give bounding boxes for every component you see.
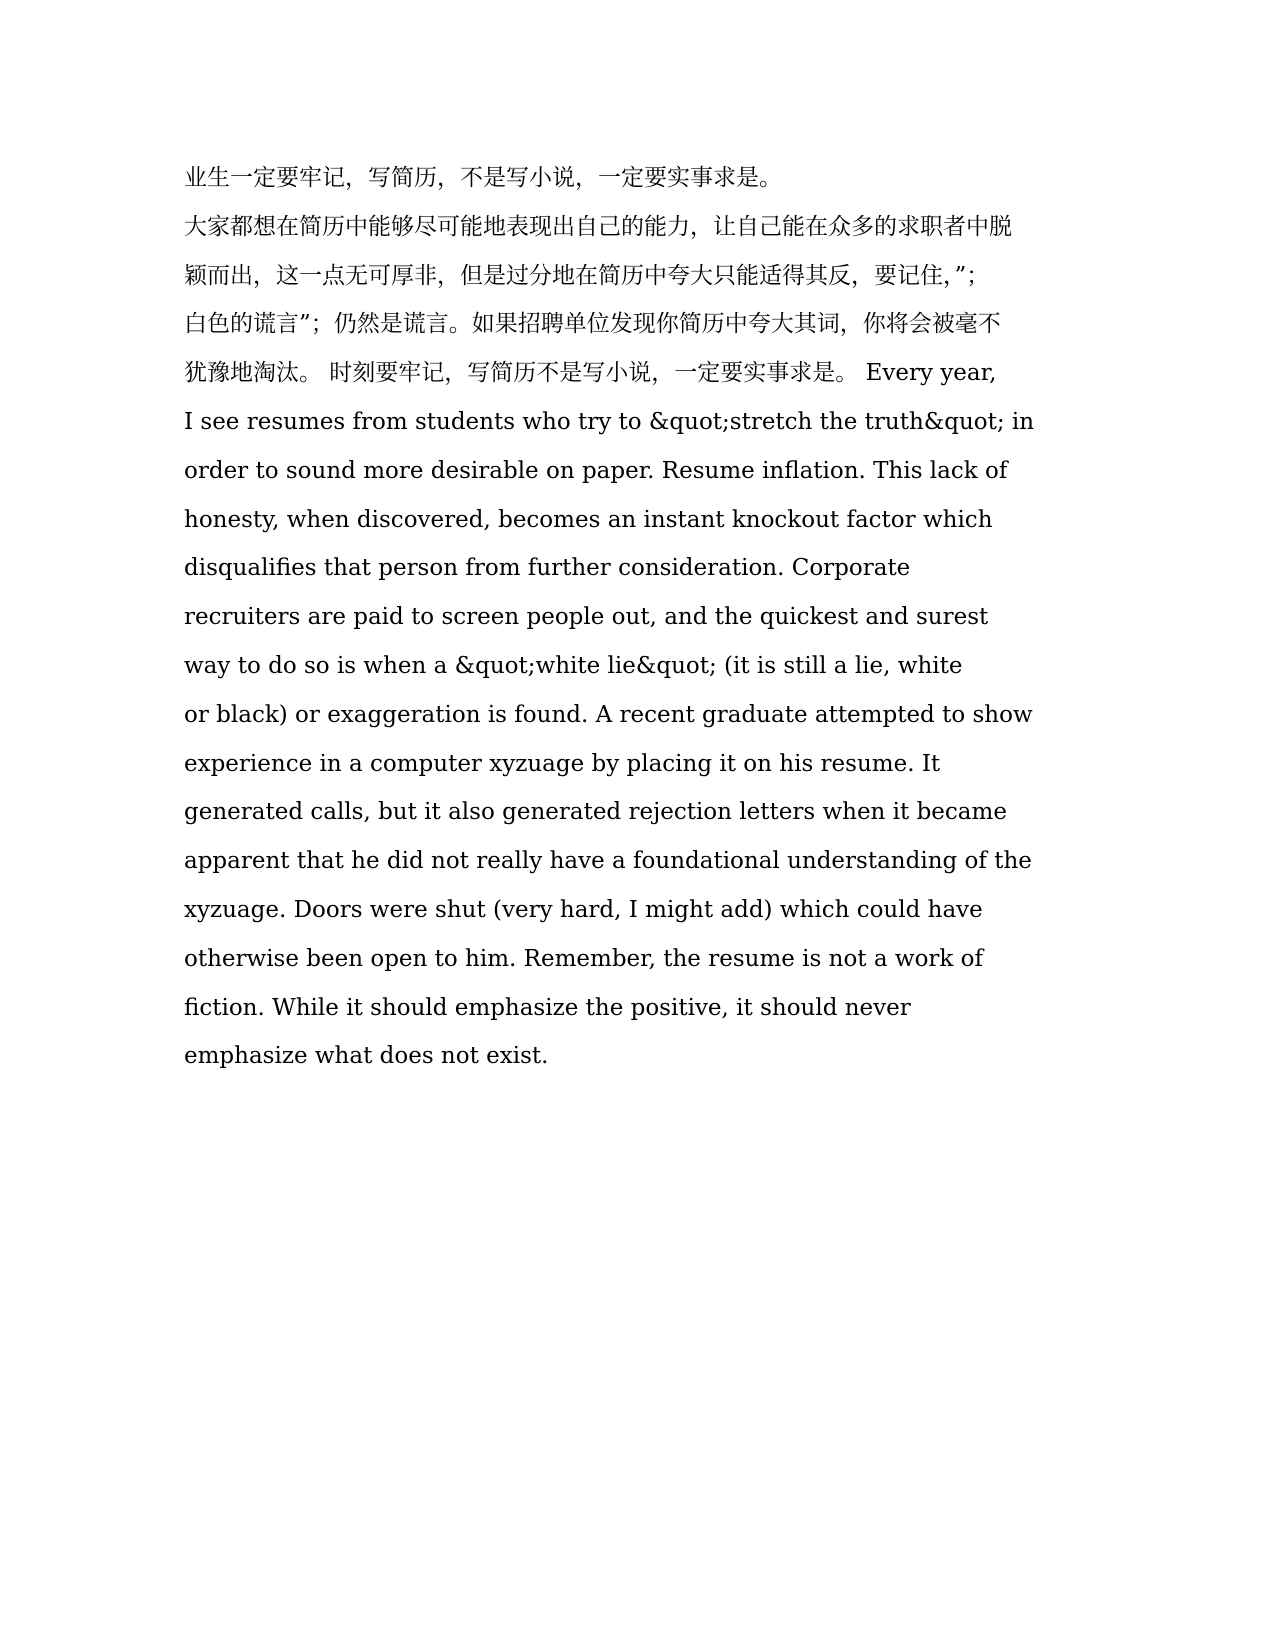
paragraph-2 — [184, 203, 1084, 1081]
text-line: 业生一定要牢记，写简历，不是写小说，一定要实事求是。 — [184, 165, 782, 191]
text-line: way to do so is when a &quot;white lie&quot; (it is still a lie, white — [184, 652, 963, 679]
text-line: honesty, when discovered, becomes an instant knockout factor which — [184, 506, 993, 533]
text-line: apparent that he did not really have a foundational understanding of the — [184, 848, 1032, 875]
text-line: experience in a computer xyzuage by placing it on his resume. It — [184, 750, 941, 777]
document-body — [184, 154, 1084, 1081]
paragraph-1 — [184, 154, 1084, 203]
text-line: otherwise been open to him. Remember, the resume is not a work of — [184, 945, 984, 972]
text-line: I see resumes from students who try to &quot;stretch the truth&quot; in — [184, 408, 1035, 435]
text-line: fiction. While it should emphasize the positive, it should never — [184, 994, 911, 1021]
text-line: 白色的谎言”；仍然是谎言。如果招聘单位发现你简历中夸大其词，你将会被毫不 — [184, 311, 1001, 338]
text-line: generated calls, but it also generated rejection letters when it became — [184, 799, 1007, 826]
text-line: 大家都想在简历中能够尽可能地表现出自己的能力，让自己能在众多的求职者中脱 — [184, 213, 1012, 240]
text-line: 颖而出，这一点无可厚非，但是过分地在简历中夸大只能适得其反，要记住，”； — [184, 262, 990, 289]
text-line: 犹豫地淘汰。 时刻要牢记，写简历不是写小说，一定要实事求是。 Every year, — [184, 360, 997, 387]
text-line: disqualifies that person from further consideration. Corporate — [184, 555, 911, 582]
text-line: or black) or exaggeration is found. A recent graduate attempted to show — [184, 701, 1033, 728]
text-line: recruiters are paid to screen people out, and the quickest and surest — [184, 604, 989, 631]
text-line: xyzuage. Doors were shut (very hard, I might add) which could have — [184, 896, 983, 923]
text-line: emphasize what does not exist. — [184, 1043, 549, 1070]
text-line: order to sound more desirable on paper. Resume inflation. This lack of — [184, 457, 1008, 484]
